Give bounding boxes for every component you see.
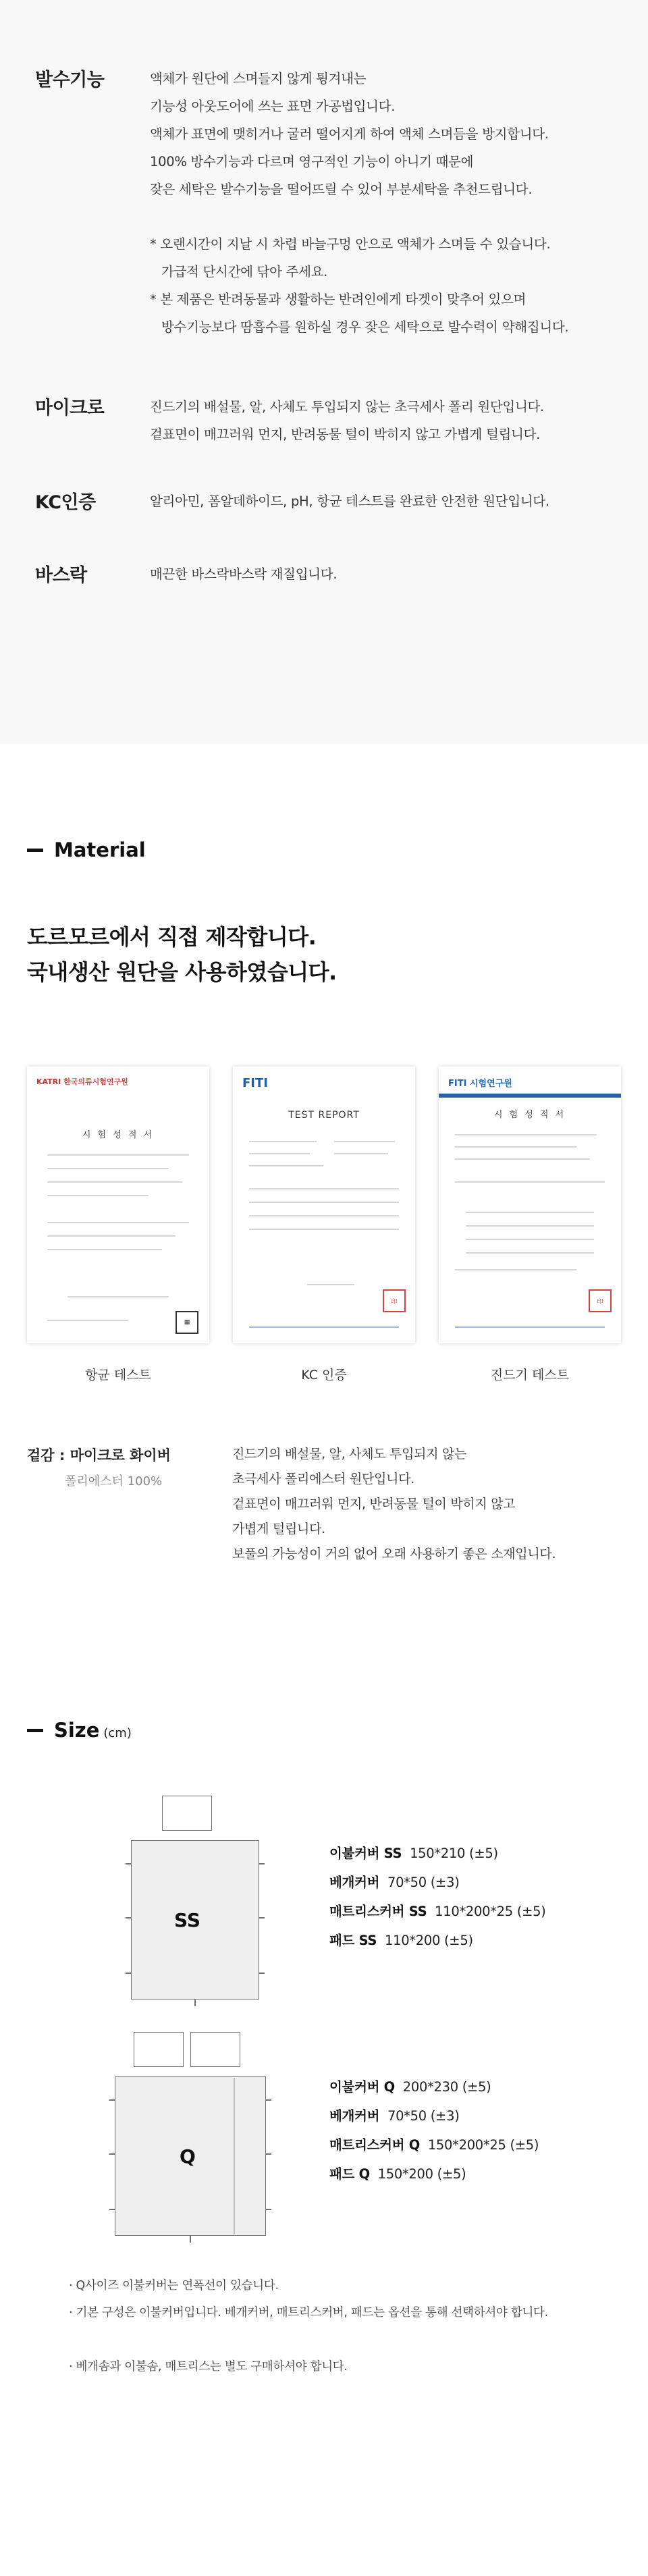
spec-name: 패드 Q — [329, 2166, 370, 2182]
certificate-logo: FITI — [242, 1076, 268, 1090]
certificate-table-line — [249, 1188, 399, 1189]
size-label: Q — [180, 2145, 196, 2168]
certificate-text-line — [455, 1158, 590, 1160]
certificate-text-line — [68, 1296, 169, 1297]
material-headline — [27, 919, 337, 990]
spec-value: 70*50 (±3) — [387, 1875, 460, 1890]
certificate-text-line — [47, 1249, 162, 1250]
diagram-tick — [190, 2236, 191, 2243]
pillow-cover-shape — [162, 1796, 212, 1831]
diagram-tick — [126, 1863, 131, 1864]
feature-section — [0, 0, 648, 744]
section-title: Material — [54, 838, 146, 861]
diagram-tick — [126, 1973, 131, 1974]
spec-name: 이불커버 SS — [329, 1846, 402, 1861]
certificate-text-line — [455, 1181, 605, 1183]
certificate-text-line — [47, 1235, 176, 1237]
feature-line: 액체가 표면에 맺히거나 굴러 떨어지게 하여 액체 스며듬을 방지합니다. — [150, 126, 549, 142]
note-line: · 기본 구성은 이불커버입니다. 베개커버, 매트리스커버, 패드는 옵션을 통해 선택하셔야 합니다. — [69, 2306, 548, 2319]
certificate-signature — [47, 1320, 128, 1321]
note-line: · Q사이즈 이불커버는 연폭선이 있습니다. — [69, 2279, 279, 2292]
feature-notes — [150, 230, 622, 341]
spec-row — [329, 1897, 546, 1926]
material-section-header — [27, 838, 146, 861]
feature-description — [150, 487, 622, 515]
diagram-tick — [109, 2099, 115, 2101]
note-line: 가급적 단시간에 닦아 주세요. — [161, 264, 328, 279]
certificate-caption: 진드기 테스트 — [490, 1368, 570, 1383]
diagram-tick — [109, 2153, 115, 2155]
fabric-line: 보풀의 가능성이 거의 없어 오래 사용하기 좋은 소재입니다. — [232, 1547, 556, 1561]
spec-value: 150*200 (±5) — [377, 2166, 466, 2182]
fabric-line: 진드기의 배설물, 알, 사체도 투입되지 않는 — [232, 1447, 467, 1461]
note-line: * 본 제품은 반려동물과 생활하는 반려인에게 타겟이 맞추어 있으며 — [150, 292, 526, 307]
feature-line: 겉표면이 매끄러워 먼지, 반려동물 털이 박히지 않고 가볍게 털립니다. — [150, 427, 541, 442]
certificate-table-line — [466, 1239, 594, 1240]
certificate-text-line — [307, 1284, 354, 1285]
feature-description — [150, 65, 622, 341]
spec-row — [329, 1926, 546, 1955]
certificate-doc-title: 시 험 성 적 서 — [82, 1130, 155, 1140]
certificate-text-line — [47, 1181, 182, 1183]
spec-row — [329, 2130, 539, 2159]
pillow-cover-shape — [134, 2032, 184, 2067]
certificate-kc — [233, 1067, 415, 1343]
official-stamp-icon: 印 — [589, 1289, 612, 1312]
certificate-caption: 항균 테스트 — [85, 1368, 151, 1383]
fabric-line: 가볍게 털립니다. — [232, 1522, 325, 1536]
diagram-tick — [194, 2000, 196, 2006]
spec-row — [329, 1868, 546, 1897]
fabric-title: 겉감 : 마이크로 화이버 — [27, 1447, 171, 1464]
certificate-text-line — [334, 1141, 395, 1142]
certificate-footer-line — [249, 1326, 399, 1328]
diagram-tick — [259, 1973, 265, 1974]
spec-value: 150*210 (±5) — [410, 1846, 498, 1861]
spec-value: 200*230 (±5) — [402, 2079, 491, 2095]
certificate-table-line — [466, 1212, 594, 1213]
ss-size-diagram — [122, 1796, 270, 2012]
feature-line: 기능성 아웃도어에 쓰는 표면 가공법입니다. — [150, 99, 396, 114]
qr-code-icon: ▦ — [176, 1311, 198, 1334]
certificate-logo: KATRI 한국의류시험연구원 — [36, 1077, 128, 1086]
fabric-line: 초극세사 폴리에스터 원단입니다. — [232, 1472, 414, 1486]
diagram-tick — [109, 2209, 115, 2210]
fabric-line: 겉표면이 매끄러워 먼지, 반려동물 털이 박히지 않고 — [232, 1497, 516, 1511]
spec-row — [329, 1839, 546, 1868]
certificate-table-line — [249, 1215, 399, 1216]
certificate-text-line — [249, 1153, 310, 1154]
q-size-diagram — [108, 2032, 284, 2255]
spec-value: 150*200*25 (±5) — [427, 2137, 539, 2153]
spec-name: 매트리스커버 Q — [329, 2137, 420, 2153]
certificate-table-line — [249, 1202, 399, 1203]
ss-size-specs — [329, 1839, 546, 1955]
certificate-table-line — [466, 1252, 594, 1254]
certificate-text-line — [334, 1153, 388, 1154]
certificate-logo: FITI 시험연구원 — [448, 1079, 512, 1089]
certificate-doc-title: TEST REPORT — [288, 1110, 360, 1121]
certificate-dust-mite — [439, 1067, 621, 1343]
headline-line: 국내생산 원단을 사용하였습니다. — [27, 959, 337, 985]
diagram-tick — [126, 1917, 131, 1918]
fabric-description — [232, 1442, 624, 1567]
certificate-text-line — [47, 1168, 169, 1169]
note-line: * 오랜시간이 지날 시 차렵 바늘구멍 안으로 액체가 스며들 수 있습니다. — [150, 236, 551, 252]
feature-title: 바스락 — [35, 565, 87, 586]
certificate-text-line — [455, 1134, 597, 1135]
diagram-tick — [259, 1863, 265, 1864]
fabric-composition: 폴리에스터 100% — [65, 1474, 163, 1488]
certificate-caption: KC 인증 — [301, 1368, 347, 1383]
official-stamp-icon: 印 — [383, 1289, 406, 1312]
feature-line: 알리아민, 폼알데하이드, pH, 항균 테스트를 완료한 안전한 원단입니다. — [150, 493, 549, 509]
certificate-text-line — [455, 1269, 576, 1270]
size-section-header — [27, 1719, 132, 1742]
spec-row — [329, 2159, 539, 2189]
certificate-header-band — [439, 1094, 621, 1098]
certificate-text-line — [47, 1222, 189, 1223]
certificate-text-line — [249, 1141, 317, 1142]
diagram-tick — [259, 1917, 265, 1918]
spec-value: 70*50 (±3) — [387, 2108, 460, 2124]
feature-line: 진드기의 배설물, 알, 사체도 투입되지 않는 초극세사 폴리 원단입니다. — [150, 399, 544, 414]
size-label: SS — [174, 1909, 201, 1931]
certificate-footer-line — [455, 1326, 605, 1328]
pillow-cover-shape — [190, 2032, 240, 2067]
feature-line: 잦은 세탁은 발수기능을 떨어뜨릴 수 있어 부분세탁을 추천드립니다. — [150, 182, 533, 197]
certificate-text-line — [47, 1195, 148, 1196]
spec-name: 베개커버 — [329, 1875, 380, 1890]
feature-title: KC인증 — [35, 492, 96, 513]
spec-name: 패드 SS — [329, 1933, 377, 1948]
spec-value: 110*200*25 (±5) — [435, 1904, 546, 1919]
section-unit: (cm) — [103, 1725, 132, 1740]
size-notes — [69, 2272, 548, 2380]
section-title: Size — [54, 1719, 100, 1742]
spec-value: 110*200 (±5) — [385, 1933, 473, 1948]
diagram-tick — [266, 2153, 271, 2155]
q-size-specs — [329, 2072, 539, 2189]
headline-line: 도르모르에서 직접 제작합니다. — [27, 924, 317, 950]
spec-name: 이불커버 Q — [329, 2079, 395, 2095]
note-line: · 베개솜과 이불솜, 매트리스는 별도 구매하셔야 합니다. — [69, 2360, 348, 2373]
spec-row — [329, 2101, 539, 2130]
certificate-doc-title: 시 험 성 적 서 — [493, 1110, 566, 1120]
certificate-text-line — [249, 1165, 323, 1166]
certificate-antibacterial — [27, 1067, 209, 1343]
feature-description — [150, 393, 622, 448]
section-bar — [27, 849, 43, 852]
feature-title: 발수기능 — [35, 70, 105, 90]
certificate-table-line — [466, 1225, 594, 1227]
spec-name: 베개커버 — [329, 2108, 380, 2124]
spec-row — [329, 2072, 539, 2101]
feature-line: 액체가 원단에 스며들지 않게 튕겨내는 — [150, 71, 367, 86]
feature-title: 마이크로 — [35, 398, 105, 419]
certificate-text-line — [455, 1146, 576, 1148]
certificate-table-line — [249, 1229, 399, 1230]
duvet-seam-line — [234, 2078, 235, 2234]
feature-line: 매끈한 바스락바스락 재질입니다. — [150, 566, 338, 582]
feature-description — [150, 560, 622, 588]
section-bar — [27, 1729, 43, 1732]
note-line: 방수기능보다 땀흡수를 원하실 경우 잦은 세탁으로 발수력이 약해집니다. — [161, 319, 569, 335]
diagram-tick — [266, 2209, 271, 2210]
certificate-text-line — [47, 1154, 189, 1156]
spec-name: 매트리스커버 SS — [329, 1904, 427, 1919]
diagram-tick — [266, 2099, 271, 2101]
feature-line: 100% 방수기능과 다르며 영구적인 기능이 아니기 때문에 — [150, 154, 474, 169]
